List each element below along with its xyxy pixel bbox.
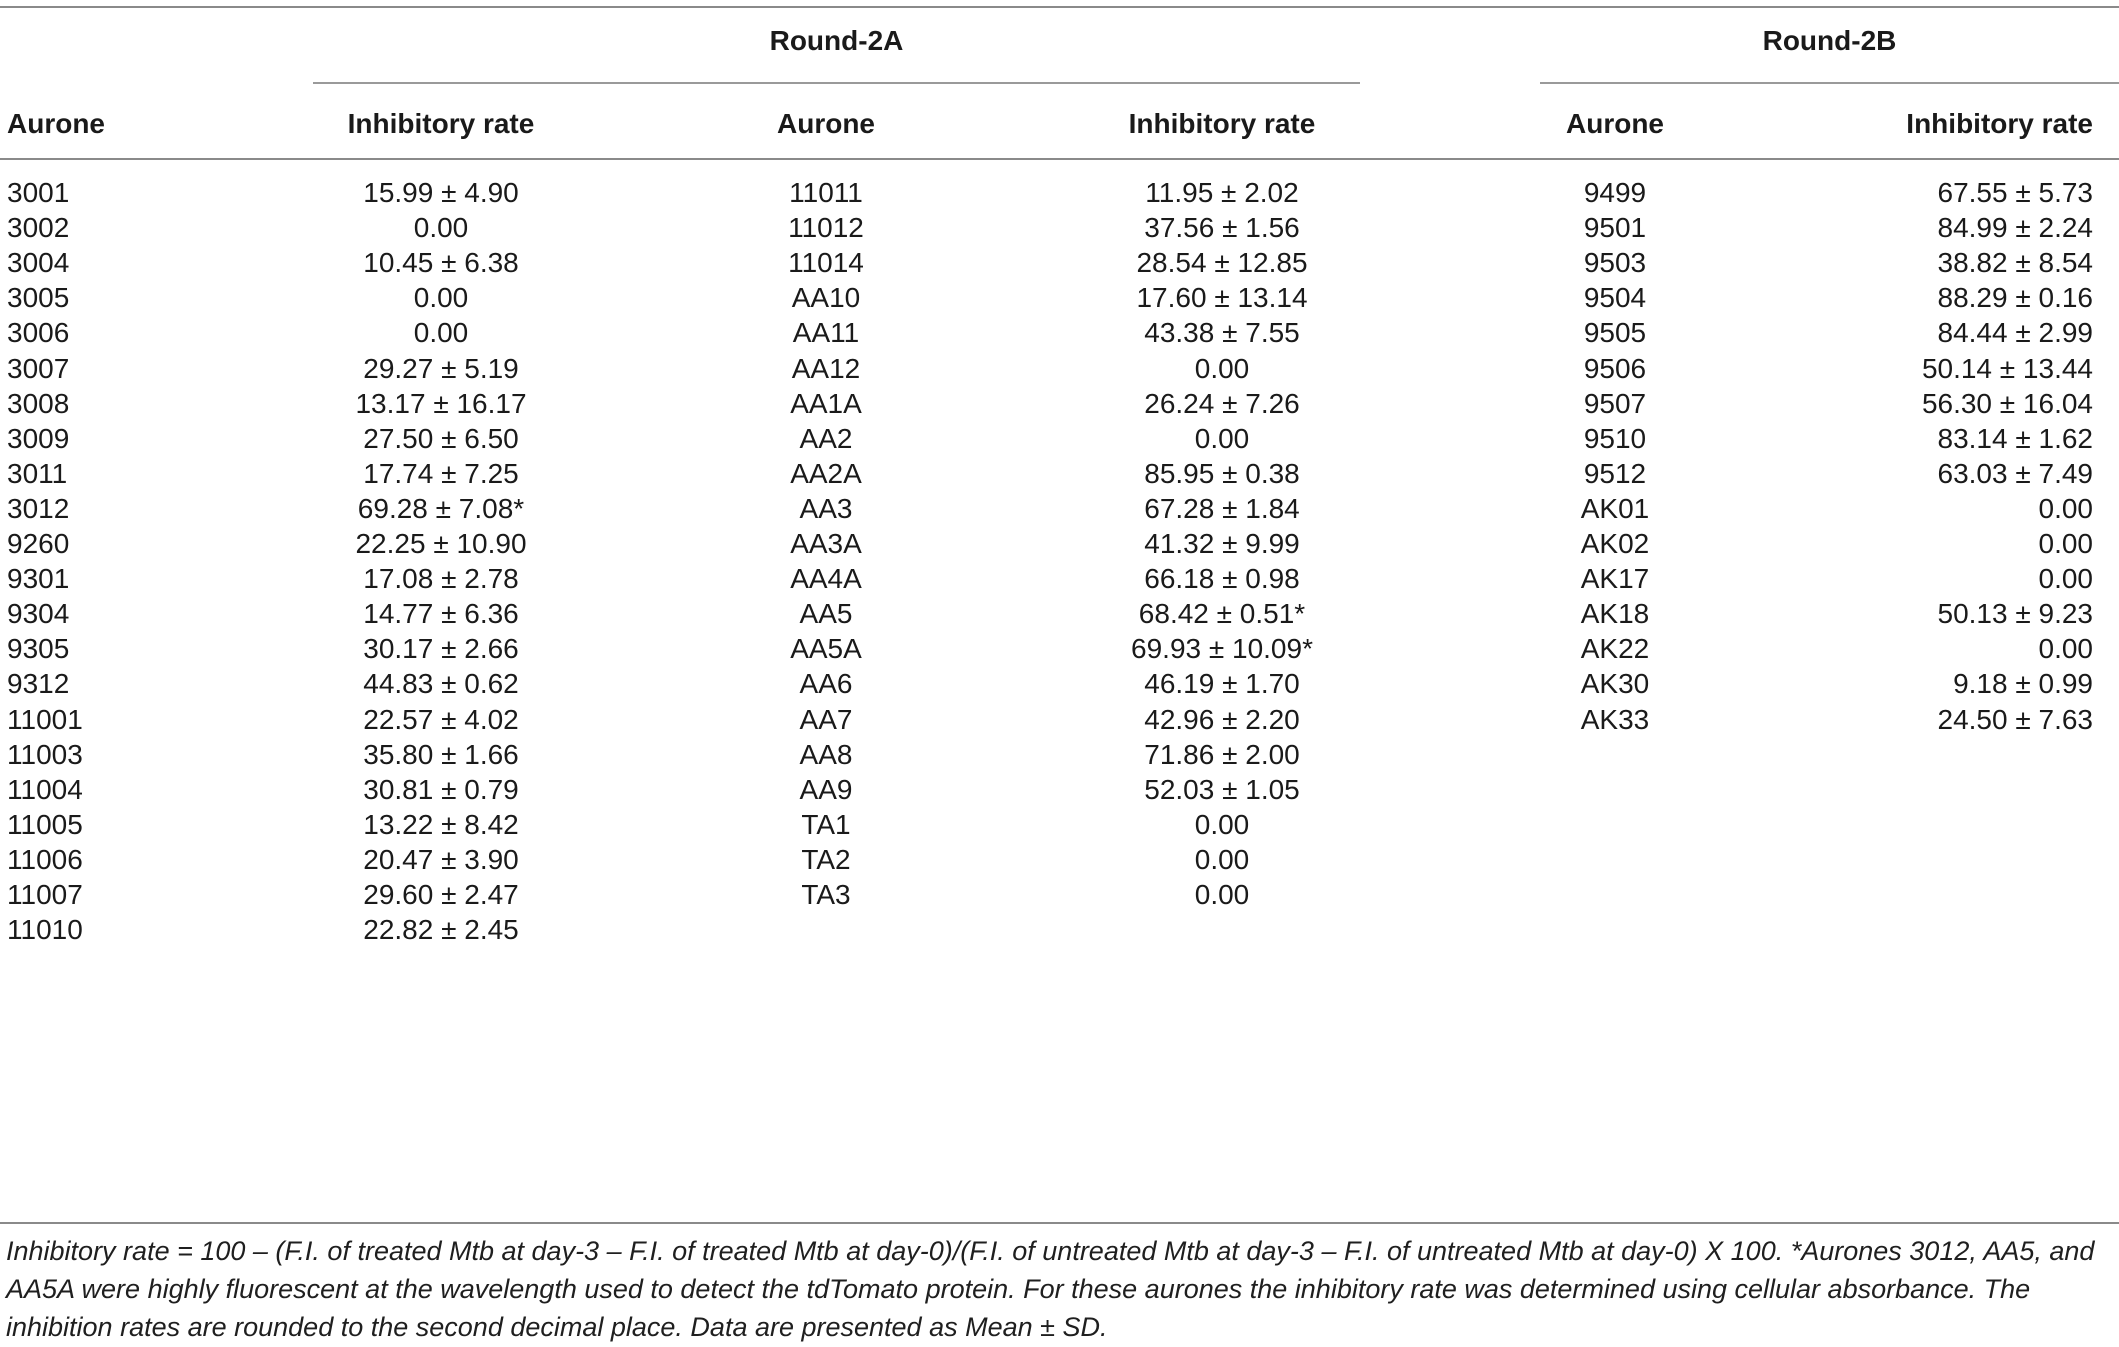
inhibitory-rate-cell: 83.14 ± 1.62 (1937, 422, 2093, 454)
aurone-id-cell: TA3 (801, 879, 851, 910)
aurone-id-cell: 9505 (1583, 317, 1647, 349)
inhibitory-rate-cell: 85.95 ± 0.38 (1144, 457, 1300, 489)
column-header-inhibitory-rate: Inhibitory rate (1128, 108, 1316, 139)
inhibitory-rate-cell: 0.00 (2038, 528, 2093, 559)
aurone-id-cell: 9510 (1583, 422, 1647, 454)
aurone-id-cell: 11003 (7, 738, 83, 770)
aurone-id-cell: 9503 (1583, 247, 1647, 279)
inhibitory-rate-cell: 17.74 ± 7.25 (363, 457, 519, 489)
aurone-id-cell: 9504 (1583, 282, 1647, 314)
aurone-id-cell: 9305 (7, 633, 70, 665)
inhibitory-rate-cell: 46.19 ± 1.70 (1144, 668, 1300, 700)
aurone-id-cell: 11011 (789, 177, 863, 208)
aurone-id-cell: 11001 (7, 703, 83, 735)
inhibitory-rate-cell: 9.18 ± 0.99 (1953, 668, 2093, 700)
column-header-aurone: Aurone (777, 108, 875, 139)
inhibitory-rate-cell: 27.50 ± 6.50 (363, 422, 519, 454)
inhibitory-rate-cell: 38.82 ± 8.54 (1937, 247, 2093, 279)
aurone-id-cell: AA7 (799, 703, 853, 735)
aurone-id-cell: AK22 (1580, 633, 1650, 665)
inhibitory-rate-cell: 0.00 (413, 317, 469, 349)
aurone-id-cell: AA4A (790, 563, 862, 595)
inhibitory-rate-cell: 0.00 (1194, 422, 1250, 454)
inhibitory-rate-cell: 0.00 (413, 282, 469, 314)
inhibitory-rate-cell: 17.08 ± 2.78 (363, 563, 519, 595)
aurone-id-cell: AK30 (1580, 668, 1650, 700)
inhibitory-rate-cell: 22.82 ± 2.45 (363, 914, 519, 946)
aurone-id-cell: 9501 (1583, 212, 1647, 244)
aurone-id-cell: 11014 (788, 247, 864, 279)
inhibitory-rate-cell: 0.00 (1194, 843, 1250, 875)
table-bottom-rule (0, 1222, 2119, 1224)
aurone-id-cell: AA12 (791, 352, 861, 384)
inhibitory-rate-cell: 44.83 ± 0.62 (363, 668, 519, 700)
aurone-id-cell: 9506 (1583, 352, 1647, 384)
aurone-id-cell: 11004 (7, 773, 83, 805)
inhibitory-rate-cell: 50.14 ± 13.44 (1921, 352, 2093, 384)
aurone-id-cell: 3005 (7, 282, 70, 314)
aurone-id-cell: AK33 (1580, 703, 1650, 735)
aurone-id-cell: AA3 (799, 492, 853, 524)
aurone-id-cell: TA2 (801, 843, 851, 875)
inhibitory-rate-cell: 13.22 ± 8.42 (363, 808, 519, 840)
aurone-id-cell: AA11 (792, 317, 860, 349)
inhibitory-rate-cell: 15.99 ± 4.90 (363, 177, 519, 208)
aurone-id-cell: AA8 (799, 738, 853, 770)
round-2b-underline (1540, 82, 2119, 84)
inhibitory-rate-cell: 29.27 ± 5.19 (363, 352, 519, 384)
inhibitory-rate-cell: 50.13 ± 9.23 (1937, 598, 2093, 630)
inhibitory-rate-cell: 29.60 ± 2.47 (363, 879, 519, 910)
inhibitory-rate-cell: 56.30 ± 16.04 (1921, 387, 2093, 419)
inhibitory-rate-cell: 68.42 ± 0.51* (1138, 598, 1306, 630)
inhibitory-rate-cell: 26.24 ± 7.26 (1144, 387, 1300, 419)
inhibitory-rate-cell: 0.00 (1194, 352, 1250, 384)
inhibitory-rate-cell: 0.00 (1194, 879, 1250, 910)
inhibitory-rate-cell: 71.86 ± 2.00 (1144, 738, 1300, 770)
group-header-round-2b: Round-2B (1762, 25, 1897, 56)
aurone-id-cell: 11006 (7, 843, 83, 875)
aurone-id-cell: 3009 (7, 422, 70, 454)
inhibitory-rate-cell: 66.18 ± 0.98 (1144, 563, 1300, 595)
aurone-id-cell: 3012 (7, 492, 70, 524)
table-footnote: Inhibitory rate = 100 – (F.I. of treated Mtb at day-3 – F.I. of treated Mtb at day-0)/(F.I. of untreated Mtb at day-3 – F.I. of untreated Mtb at day-0) X 100. *Aurones 3012, AA5, and AA5A were highly fluorescent at the wavelength used to detect the tdTomato protein. For these aurones the inhibitory rate was determined using cellular absorbance. The inhibition rates are rounded to the second decimal place. Data are presented as Mean ± SD. (6, 1236, 2095, 1342)
aurone-id-cell: 3011 (7, 457, 68, 489)
aurone-id-cell: AA10 (791, 282, 861, 314)
aurone-id-cell: 3006 (7, 317, 70, 349)
inhibitory-rate-cell: 37.56 ± 1.56 (1144, 212, 1300, 244)
aurone-id-cell: 3008 (7, 387, 70, 419)
aurone-id-cell: AK02 (1580, 528, 1650, 559)
aurone-id-cell: 9512 (1583, 457, 1647, 489)
inhibitory-rate-cell: 69.93 ± 10.09* (1131, 633, 1313, 665)
column-header-inhibitory-rate: Inhibitory rate (1906, 108, 2093, 139)
inhibitory-rate-cell: 35.80 ± 1.66 (363, 738, 519, 770)
aurone-id-cell: AA3A (790, 528, 862, 559)
inhibitory-rate-cell: 84.44 ± 2.99 (1937, 317, 2093, 349)
inhibitory-rate-cell: 10.45 ± 6.38 (363, 247, 519, 279)
aurone-id-cell: AA2A (790, 457, 862, 489)
inhibitory-rate-cell: 42.96 ± 2.20 (1144, 703, 1300, 735)
column-header-aurone: Aurone (1566, 108, 1664, 139)
aurone-id-cell: 11005 (7, 808, 83, 840)
aurone-id-cell: AA6 (799, 668, 853, 700)
header-bottom-rule (0, 158, 2119, 160)
aurone-id-cell: 3007 (7, 352, 70, 384)
aurone-id-cell: 9507 (1583, 387, 1647, 419)
inhibitory-rate-cell: 69.28 ± 7.08* (357, 492, 525, 524)
group-header-round-2a: Round-2A (769, 25, 904, 56)
aurone-id-cell: 11010 (7, 914, 83, 946)
inhibitory-rate-cell: 43.38 ± 7.55 (1144, 317, 1300, 349)
round-2a-underline (313, 82, 1360, 84)
aurone-id-cell: 11007 (7, 879, 83, 910)
inhibitory-rate-cell: 28.54 ± 12.85 (1136, 247, 1308, 279)
aurone-id-cell: TA1 (801, 808, 851, 840)
inhibitory-rate-cell: 20.47 ± 3.90 (363, 843, 519, 875)
inhibitory-rate-cell: 52.03 ± 1.05 (1144, 773, 1300, 805)
aurone-id-cell: 9301 (7, 563, 70, 595)
inhibitory-rate-cell: 0.00 (2038, 563, 2093, 595)
inhibitory-rate-cell: 30.81 ± 0.79 (363, 773, 519, 805)
inhibitory-rate-cell: 0.00 (2038, 633, 2093, 665)
column-header-aurone: Aurone (7, 108, 105, 139)
inhibitory-rate-cell: 67.55 ± 5.73 (1937, 177, 2093, 208)
inhibitory-rate-cell: 22.57 ± 4.02 (363, 703, 519, 735)
inhibitory-rate-cell: 63.03 ± 7.49 (1937, 457, 2093, 489)
inhibitory-rate-cell: 0.00 (2038, 492, 2093, 524)
inhibitory-rate-cell: 0.00 (413, 212, 469, 244)
inhibitory-rate-cell: 14.77 ± 6.36 (363, 598, 519, 630)
inhibitory-rate-cell: 30.17 ± 2.66 (363, 633, 519, 665)
column-header-inhibitory-rate: Inhibitory rate (347, 108, 535, 139)
inhibitory-rate-cell: 67.28 ± 1.84 (1144, 492, 1300, 524)
aurone-id-cell: AA1A (790, 387, 862, 419)
aurone-id-cell: AA5A (790, 633, 862, 665)
aurone-id-cell: AA2 (799, 422, 853, 454)
inhibitory-rate-cell: 24.50 ± 7.63 (1937, 703, 2093, 735)
aurone-id-cell: 9260 (7, 528, 70, 559)
table-top-rule (0, 6, 2119, 8)
aurone-id-cell: AA9 (799, 773, 853, 805)
aurone-id-cell: AK18 (1580, 598, 1650, 630)
inhibitory-rate-cell: 13.17 ± 16.17 (355, 387, 527, 419)
inhibitory-rate-cell: 17.60 ± 13.14 (1136, 282, 1308, 314)
aurone-id-cell: 3001 (7, 177, 70, 208)
aurone-id-cell: 9499 (1583, 177, 1647, 208)
aurone-id-cell: 3004 (7, 247, 70, 279)
inhibitory-rate-cell: 88.29 ± 0.16 (1937, 282, 2093, 314)
aurone-id-cell: 11012 (788, 212, 864, 244)
inhibitory-rate-cell: 11.95 ± 2.02 (1145, 177, 1299, 208)
inhibitory-rate-cell: 22.25 ± 10.90 (355, 528, 527, 559)
inhibitory-rate-cell: 41.32 ± 9.99 (1144, 528, 1300, 559)
aurone-id-cell: 9304 (7, 598, 70, 630)
aurone-id-cell: AK17 (1580, 563, 1650, 595)
inhibitory-rate-cell: 84.99 ± 2.24 (1937, 212, 2093, 244)
aurone-id-cell: 9312 (7, 668, 70, 700)
aurone-id-cell: AA5 (799, 598, 853, 630)
aurone-id-cell: 3002 (7, 212, 70, 244)
inhibitory-rate-cell: 0.00 (1194, 808, 1250, 840)
aurone-id-cell: AK01 (1580, 492, 1650, 524)
